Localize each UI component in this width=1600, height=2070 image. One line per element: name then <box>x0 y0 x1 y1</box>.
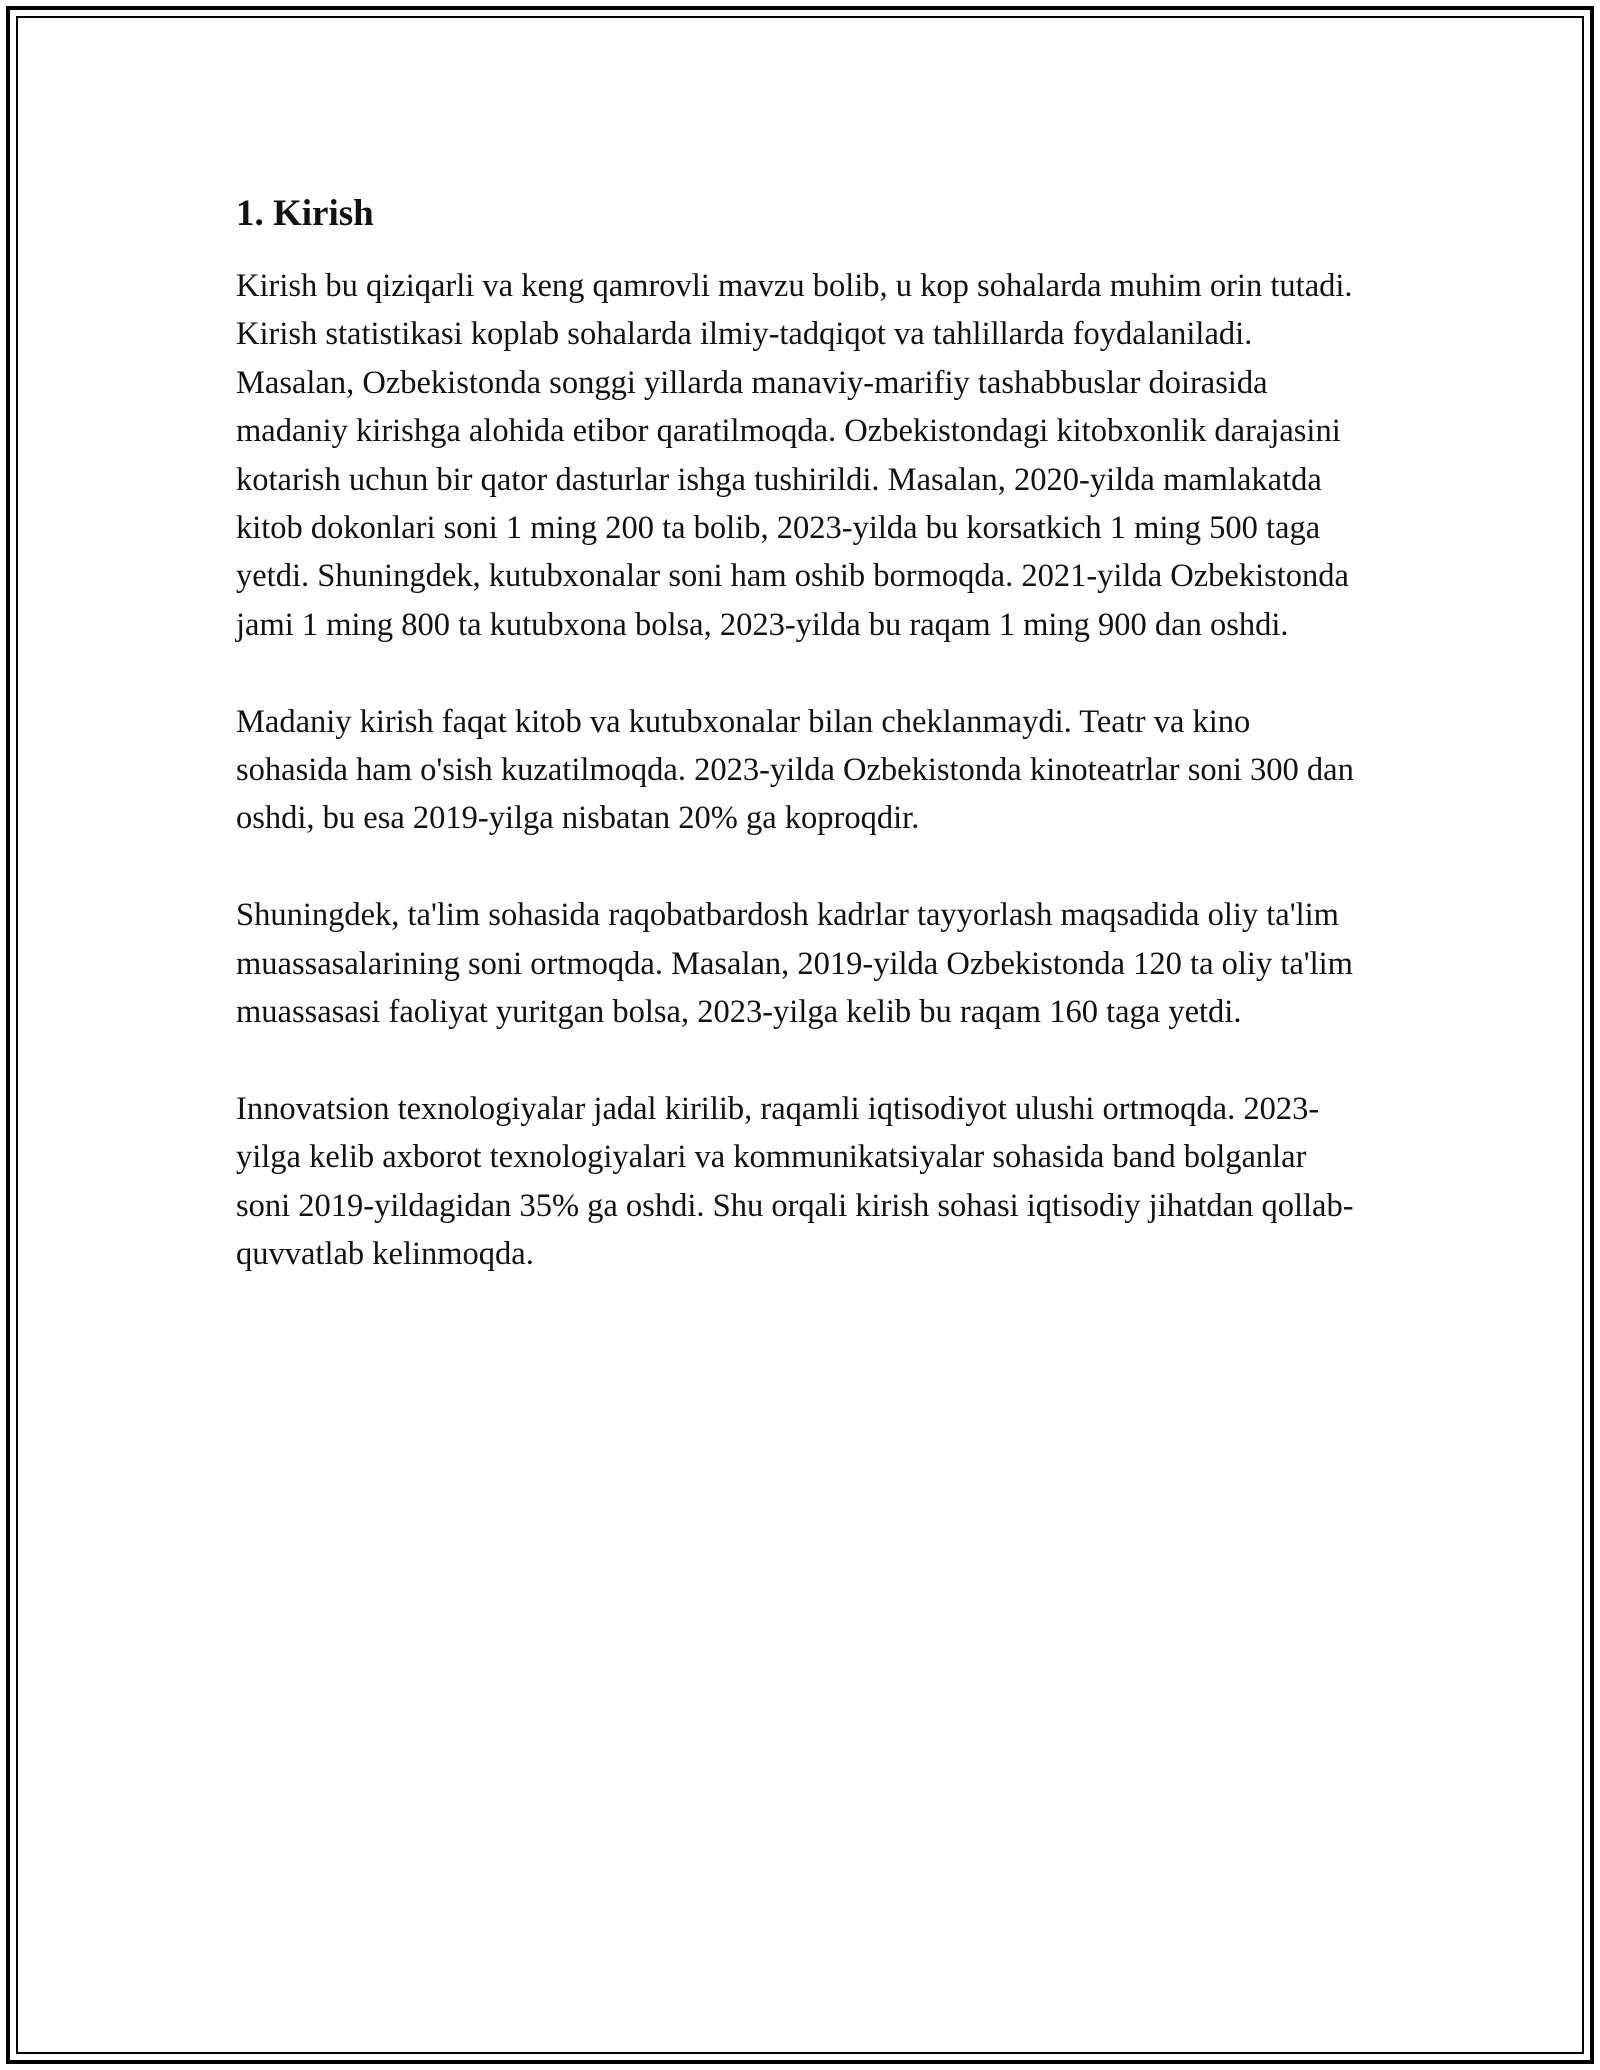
paragraph-2: Madaniy kirish faqat kitob va kutubxonalar bilan cheklanmaydi. Teatr va kino sohasida ham o'sish kuzatilmoqda. 2023-yilda Ozbekistonda kinoteatrlar soni 300 dan oshdi, bu esa 2019-yilga nisbatan 20% ga koproqdir. <box>236 703 1354 837</box>
paragraph-4: Innovatsion texnologiyalar jadal kirilib, raqamli iqtisodiyot ulushi ortmoqda. 2023-yilga kelib axborot texnologiyalari va kommunikatsiyalar sohasida band bolganlar soni 2019-yildagidan 35% ga oshdi. Shu orqali kirish sohasi iqtisodiy jihatdan qollab-quvvatlab kelinmoqda. <box>236 1090 1354 1273</box>
paragraph-1: Kirish bu qiziqarli va keng qamrovli mavzu bolib, u kop sohalarda muhim orin tutadi. Kirish statistikasi koplab sohalarda ilmiy-tadqiqot va tahlillarda foydalaniladi. Masalan, Ozbekistonda songgi yillarda manaviy-marifiy tashabbuslar doirasida madaniy kirishga alohida etibor qaratilmoqda. Ozbekistondagi kitobxonlik darajasini kotarish uchun bir qator dasturlar ishga tushirildi. Masalan, 2020-yilda mamlakatda kitob dokonlari soni 1 ming 200 ta bolib, 2023-yilda bu korsatkich 1 ming 500 taga yetdi. Shuningdek, kutubxonalar soni ham oshib bormoqda. 2021-yilda Ozbekistonda jami 1 ming 800 ta kutubxona bolsa, 2023-yilda bu raqam 1 ming 900 dan oshdi. <box>236 268 1353 643</box>
section-heading: 1. Kirish <box>236 193 374 234</box>
paragraph-3: Shuningdek, ta'lim sohasida raqobatbardosh kadrlar tayyorlash maqsadida oliy ta'lim muassasalarining soni ortmoqda. Masalan, 2019-yilda Ozbekistonda 120 ta oliy ta'lim muassasasi faoliyat yuritgan bolsa, 2023-yilga kelib bu raqam 160 taga yetdi. <box>236 897 1353 1031</box>
document-body <box>236 186 1366 1278</box>
